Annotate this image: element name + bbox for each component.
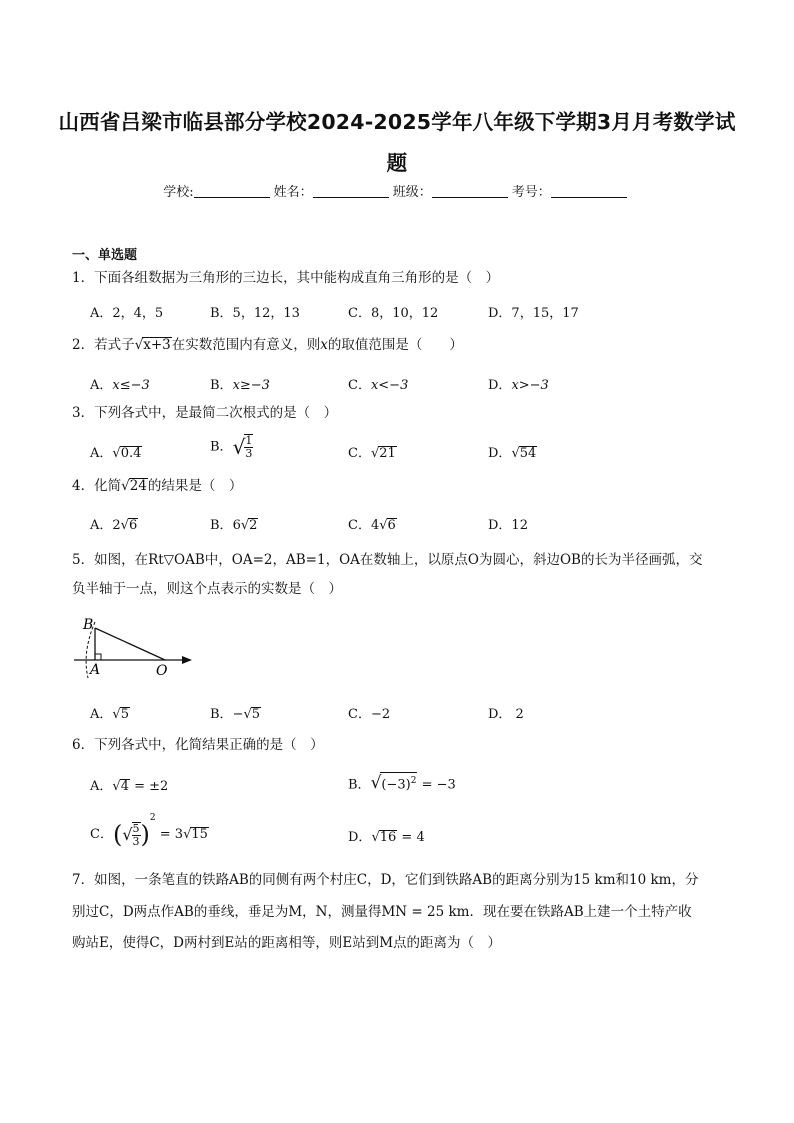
q5-number-line-figure: [70, 612, 200, 680]
q2-text-post: 的取值范围是（ ）: [327, 337, 463, 353]
question-6-stem: 6．下列各式中，化简结果正确的是（ ）: [72, 737, 324, 753]
label-o: O: [156, 663, 168, 679]
student-info-row: [0, 181, 794, 200]
q2-option-c[interactable]: C．x<−3: [348, 378, 409, 393]
question-5-line1: 5．如图，在Rt▽OAB中，OA=2，AB=1，OA在数轴上，以原点O为圆心，斜边OB的长为半径画弧，交: [72, 552, 703, 568]
school-label: 学校:: [163, 185, 194, 200]
class-blank[interactable]: [432, 185, 508, 198]
question-1-stem: 1．下面各组数据为三角形的三边长，其中能构成直角三角形的是（ ）: [72, 270, 500, 286]
hypotenuse-ob: [95, 628, 165, 660]
q5-option-c[interactable]: C．−2: [348, 707, 391, 722]
axis-arrow-icon: [182, 656, 192, 664]
q1-option-d[interactable]: D．7，15，17: [488, 306, 579, 321]
question-7-line2: 别过C，D两点作AB的垂线，垂足为M，N，测量得MN = 25 km．现在要在铁路AB上建一个土特产收: [72, 904, 692, 920]
number-label: 考号：: [511, 185, 551, 200]
question-5-line2: 负半轴于一点，则这个点表示的实数是（ ）: [72, 581, 342, 597]
q2-radicand: x+3: [143, 337, 171, 353]
question-4-stem: 4．化简√24的结果是（ ）: [72, 478, 243, 494]
q2-variable: x: [320, 337, 328, 353]
school-blank[interactable]: [194, 185, 270, 198]
number-blank[interactable]: [551, 185, 627, 198]
q6-option-c[interactable]: C．(√ $\frac{5}{3}$ )$^2$ = 3√15: [90, 813, 208, 849]
q4-option-c[interactable]: C．4√6: [348, 518, 396, 533]
q3-option-d[interactable]: D．√54: [488, 446, 537, 461]
q1-option-c[interactable]: C．8，10，12: [348, 306, 439, 321]
q5-option-d[interactable]: D． 2: [488, 707, 524, 722]
q4-option-b[interactable]: B．6√2: [210, 518, 258, 533]
q2-option-b[interactable]: B．x≥−3: [210, 378, 270, 393]
q4-option-d[interactable]: D．12: [488, 518, 528, 533]
q3-option-c[interactable]: C．√21: [348, 446, 396, 461]
q2-text-mid: 在实数范围内有意义，则: [171, 337, 321, 353]
question-3-stem: 3．下列各式中，是最简二次根式的是（ ）: [72, 405, 338, 421]
right-angle-mark: [95, 654, 101, 660]
question-7-line1: 7．如图，一条笔直的铁路AB的同侧有两个村庄C，D，它们到铁路AB的距离分别为15 km和10 km，分: [72, 872, 699, 888]
q5-option-b[interactable]: B．−√5: [210, 707, 261, 722]
exam-title-line2: 题: [386, 151, 408, 175]
question-2-stem: 2．若式子√x+3在实数范围内有意义，则x的取值范围是（ ）: [72, 337, 463, 353]
name-blank[interactable]: [313, 185, 389, 198]
q3-option-b[interactable]: B．√ $\frac{1}{3}$: [210, 434, 253, 460]
q2-text-pre: 2．若式子: [72, 337, 135, 353]
q6-option-a[interactable]: A．√4 = ±2: [90, 779, 169, 794]
q5-option-a[interactable]: A．√5: [90, 707, 129, 722]
q6-option-b[interactable]: B．$√(-3)^2 = -3$: [348, 773, 456, 794]
q2-option-d[interactable]: D．x>−3: [488, 378, 549, 393]
q6-option-d[interactable]: D．√16 = 4: [348, 830, 425, 845]
exam-title-line1: 山西省吕梁市临县部分学校2024-2025学年八年级下学期3月月考数学试: [58, 110, 736, 134]
q4-radicand: 24: [129, 478, 147, 494]
class-label: 班级：: [392, 185, 432, 200]
question-7-line3: 购站E，使得C，D两村到E站的距离相等，则E站到M点的距离为（ ）: [72, 935, 502, 951]
q4-option-a[interactable]: A．2√6: [90, 518, 138, 533]
label-a: A: [90, 662, 101, 678]
section-heading: 一、单选题: [72, 248, 138, 263]
q2-option-a[interactable]: A．x≤−3: [90, 378, 150, 393]
q1-option-b[interactable]: B．5，12，13: [210, 306, 300, 321]
label-b: B: [83, 617, 94, 633]
q1-option-a[interactable]: A．2，4，5: [90, 306, 164, 321]
q3-option-a[interactable]: A．√0.4: [90, 446, 142, 461]
name-label: 姓名：: [273, 185, 313, 200]
